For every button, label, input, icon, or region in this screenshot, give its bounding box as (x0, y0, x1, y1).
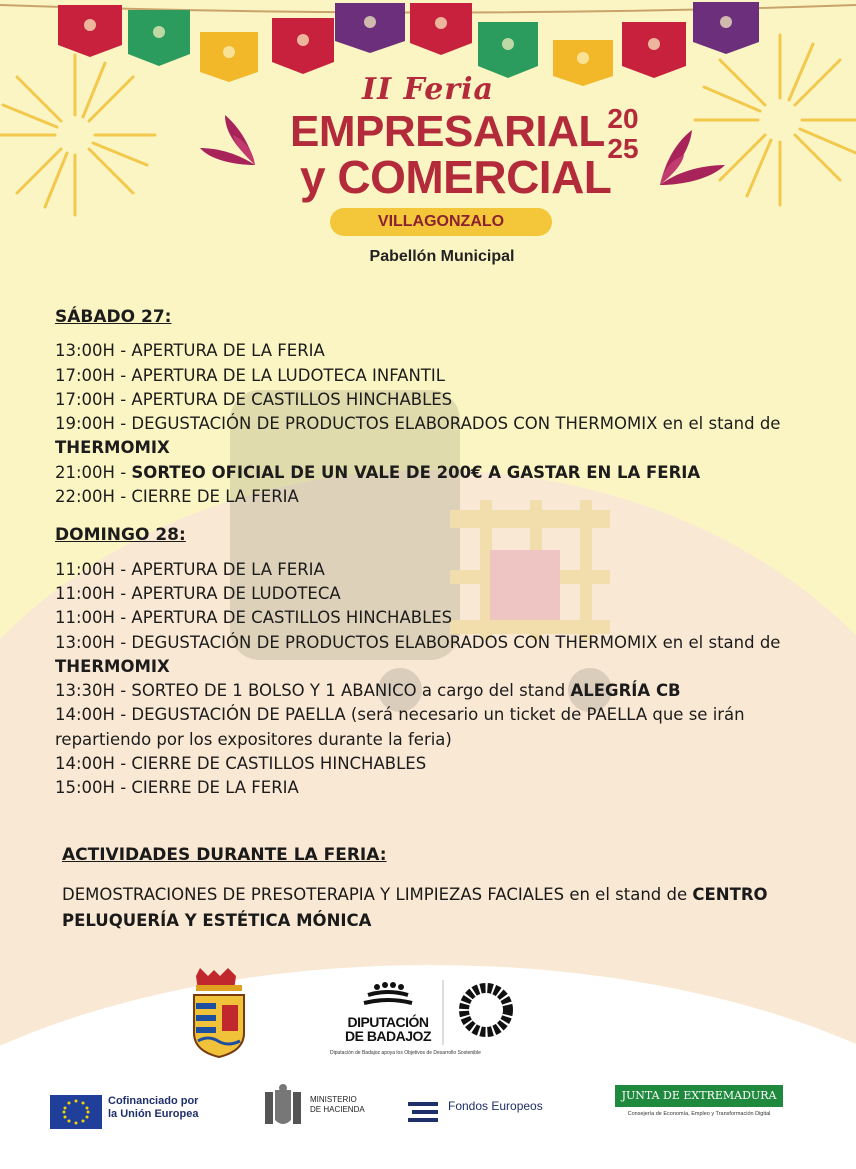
event-item (55, 412, 795, 461)
event-text: 22:00H - CIERRE DE LA FERIA (55, 487, 299, 507)
event-text: 17:00H - APERTURA DE LA LUDOTECA INFANTIL (55, 365, 445, 385)
event-text: 14:00H - DEGUSTACIÓN DE PAELLA (será necesario un ticket de PAELLA que se irán repartiendo por los expositores durante la feria) (55, 705, 745, 749)
firework-left-icon (0, 40, 170, 230)
program (55, 305, 795, 801)
junta-caption: Consejería de Economía, Empleo y Transformación Digital (627, 1111, 771, 1117)
title-line-1: EMPRESARIAL (290, 107, 605, 156)
year-top: 20 (607, 103, 639, 134)
event-item (55, 703, 795, 752)
eu-cofinanciado (108, 1095, 198, 1121)
event-text: 13:30H - SORTEO DE 1 BOLSO Y 1 ABANICO a cargo del stand (55, 681, 571, 701)
activities-text (62, 882, 802, 934)
spain-coat-of-arms-icon (265, 1084, 301, 1124)
event-text: 11:00H - APERTURA DE CASTILLOS HINCHABLES (55, 608, 453, 628)
edition-label: II Feria (362, 72, 494, 107)
diputacion-line-2: DE BADAJOZ (344, 1028, 431, 1044)
sunday-heading: DOMINGO 28: (55, 525, 186, 546)
event-text: 13:00H - DEGUSTACIÓN DE PRODUCTOS ELABORADOS CON THERMOMIX en el stand de (55, 632, 781, 652)
event-highlight: ALEGRÍA CB (570, 681, 681, 701)
event-text: 21:00H - (55, 462, 132, 482)
event-item (55, 364, 795, 388)
year-label (598, 104, 648, 164)
event-text: 19:00H - DEGUSTACIÓN DE PRODUCTOS ELABORADOS CON THERMOMIX en el stand de (55, 414, 781, 434)
activities-stand: CENTRO PELUQUERÍA Y ESTÉTICA MÓNICA (62, 885, 768, 930)
event-text: 13:00H - APERTURA DE LA FERIA (55, 341, 325, 361)
event-item (55, 582, 795, 606)
title-line-2: y COMERCIAL (300, 151, 612, 203)
ministerio-hacienda (310, 1095, 365, 1115)
event-item (55, 631, 795, 680)
event-text: 11:00H - APERTURA DE LUDOTECA (55, 583, 341, 603)
leaf-ornament-right-icon (650, 125, 730, 195)
event-highlight: SORTEO OFICIAL DE UN VALE DE 200€ A GASTAR EN LA FERIA (131, 462, 701, 482)
saturday-events (55, 339, 795, 509)
event-item (55, 485, 795, 509)
year-bottom: 25 (607, 133, 639, 164)
event-item (55, 388, 795, 412)
sunday-events (55, 558, 795, 801)
diputacion-caption: Diputación de Badajoz apoya los Objetivos de Desarrollo Sostenible (330, 1050, 481, 1056)
event-text: 15:00H - CIERRE DE LA FERIA (55, 778, 299, 798)
junta-extremadura-label: JUNTA DE EXTREMADURA (621, 1089, 777, 1102)
saturday-heading: SÁBADO 27: (55, 307, 172, 327)
eu-line-1: Cofinanciado por (108, 1095, 199, 1107)
event-item (55, 558, 795, 582)
fondos-europeos-icon (408, 1102, 438, 1122)
event-text: 17:00H - APERTURA DE CASTILLOS HINCHABLES (55, 389, 453, 409)
venue-label: Pabellón Municipal (369, 248, 515, 265)
activities-section (62, 842, 802, 934)
event-item (55, 776, 795, 800)
event-highlight: THERMOMIX (55, 438, 170, 458)
event-text: 14:00H - CIERRE DE CASTILLOS HINCHABLES (55, 754, 427, 774)
leaf-ornament-left-icon (195, 110, 265, 175)
villagonzalo-coat-of-arms-icon (194, 968, 244, 1057)
fondos-europeos-label: Fondos Europeos (448, 1099, 543, 1113)
event-highlight: THERMOMIX (55, 656, 170, 676)
activities-heading: ACTIVIDADES DURANTE LA FERIA: (62, 845, 387, 865)
event-item (55, 679, 795, 703)
diputacion-name (338, 1015, 438, 1043)
event-text: 11:00H - APERTURA DE LA FERIA (55, 559, 325, 579)
diputacion-line-1: DIPUTACIÓN (347, 1014, 429, 1030)
ods-wheel-icon (464, 988, 508, 1032)
event-item (55, 339, 795, 363)
eu-line-2: la Unión Europea (108, 1108, 199, 1120)
ministerio-line-1: MINISTERIO (310, 1095, 357, 1104)
event-item (55, 752, 795, 776)
event-item (55, 606, 795, 630)
event-item (55, 461, 795, 485)
town-badge: VILLAGONZALO (330, 208, 552, 236)
eu-flag-icon (50, 1095, 102, 1129)
ministerio-line-2: DE HACIENDA (310, 1105, 365, 1114)
activities-description: DEMOSTRACIONES DE PRESOTERAPIA Y LIMPIEZAS FACIALES en el stand de (62, 885, 693, 904)
